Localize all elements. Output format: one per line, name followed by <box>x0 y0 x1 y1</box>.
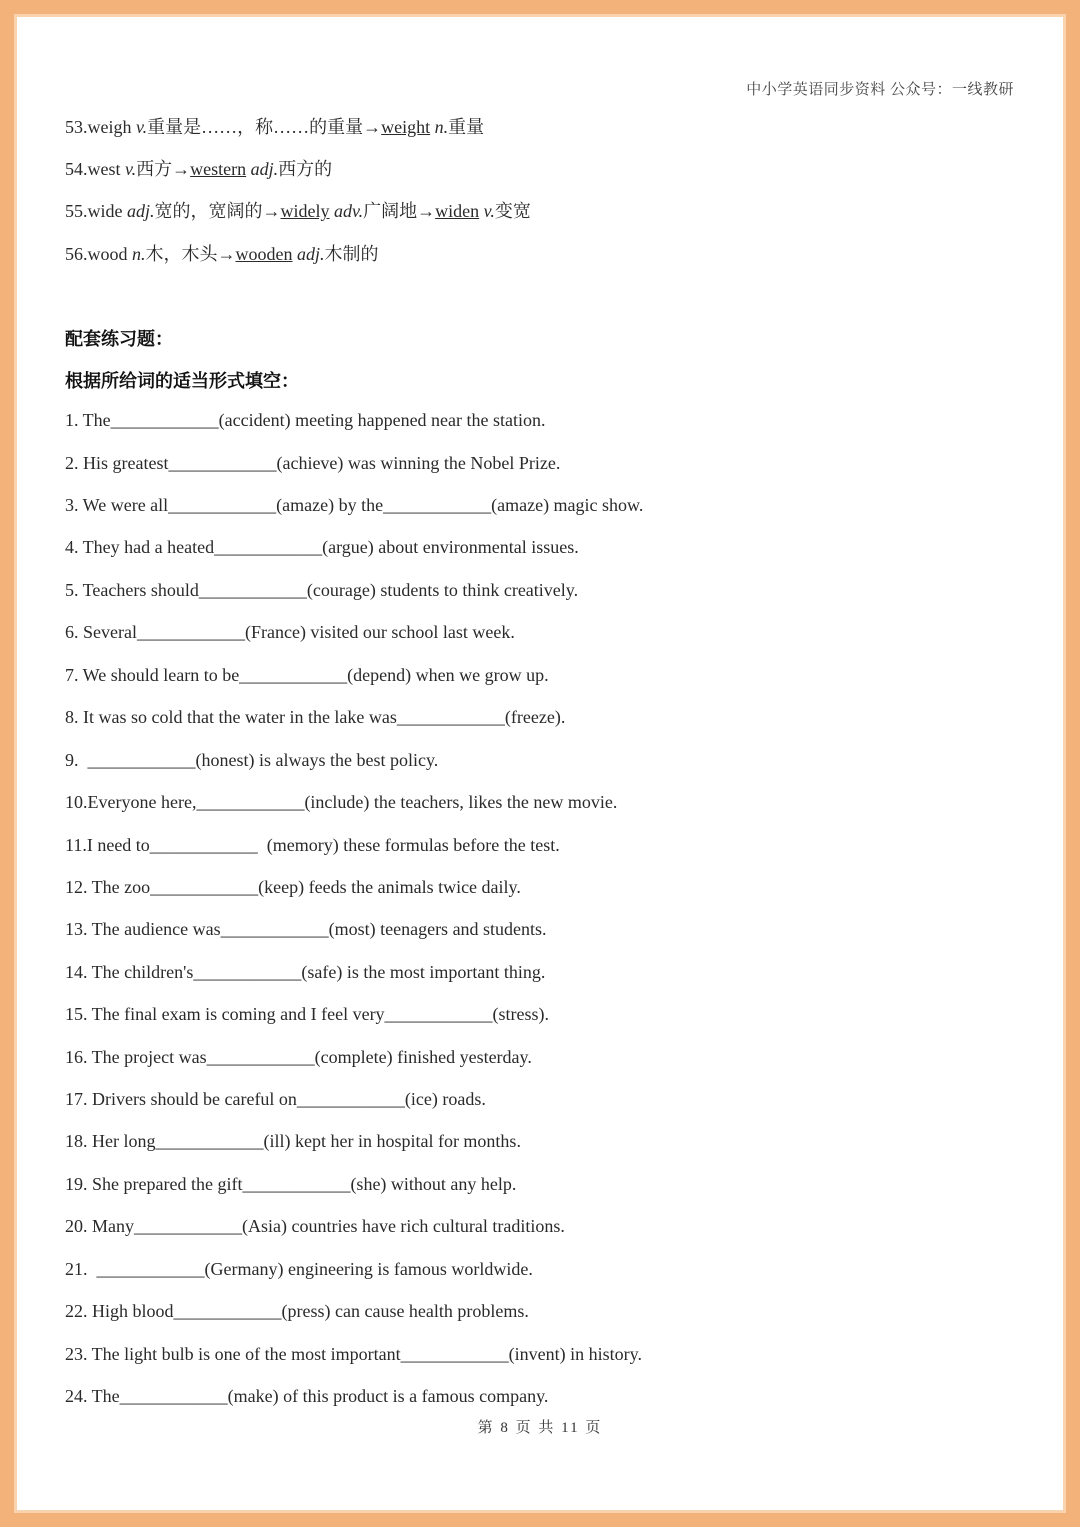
exercise-item: 11.I need to____________ (memory) these formulas before the test. <box>65 835 560 855</box>
vocab-line-55: 55.wide adj.宽的，宽阔的→widely adv.广阔地→widen v.变宽 <box>65 201 531 221</box>
exercise-item: 18. Her long____________(ill) kept her in hospital for months. <box>65 1131 521 1151</box>
exercise-item: 7. We should learn to be____________(depend) when we grow up. <box>65 665 549 685</box>
header-note: 中小学英语同步资料 公众号：一线教研 <box>746 82 1014 98</box>
exercise-item: 21. ____________(Germany) engineering is famous worldwide. <box>65 1259 533 1279</box>
exercise-item: 23. The light bulb is one of the most important____________(invent) in history. <box>65 1344 642 1364</box>
exercise-item: 10.Everyone here,____________(include) the teachers, likes the new movie. <box>65 792 618 812</box>
exercise-item: 22. High blood____________(press) can cause health problems. <box>65 1301 529 1321</box>
exercise-item: 19. She prepared the gift____________(she) without any help. <box>65 1174 517 1194</box>
exercise-item: 20. Many____________(Asia) countries have rich cultural traditions. <box>65 1216 565 1236</box>
derived-word: widely <box>280 201 330 221</box>
exercise-item: 1. The____________(accident) meeting happened near the station. <box>65 410 546 430</box>
vocab-line-54: 54.west v.西方→western adj.西方的 <box>65 159 333 179</box>
derived-word: western <box>190 159 247 179</box>
exercise-item: 2. His greatest____________(achieve) was winning the Nobel Prize. <box>65 453 561 473</box>
exercise-item: 13. The audience was____________(most) teenagers and students. <box>65 919 547 939</box>
exercise-item: 17. Drivers should be careful on____________(ice) roads. <box>65 1089 486 1109</box>
exercise-item: 9. ____________(honest) is always the best policy. <box>65 750 439 770</box>
exercise-item: 4. They had a heated____________(argue) about environmental issues. <box>65 537 579 557</box>
derived-word: weight <box>381 117 431 137</box>
exercise-item: 8. It was so cold that the water in the lake was____________(freeze). <box>65 707 566 727</box>
vocab-line-56: 56.wood n.木，木头→wooden adj.木制的 <box>65 244 379 264</box>
exercise-item: 6. Several____________(France) visited our school last week. <box>65 622 515 642</box>
exercise-item: 16. The project was____________(complete) finished yesterday. <box>65 1047 532 1067</box>
exercise-item: 5. Teachers should____________(courage) students to think creatively. <box>65 580 579 600</box>
exercise-item: 14. The children's____________(safe) is the most important thing. <box>65 962 546 982</box>
page-number: 第 8 页 共 11 页 <box>477 1420 603 1436</box>
exercise-item: 12. The zoo____________(keep) feeds the animals twice daily. <box>65 877 521 897</box>
vocab-line-53: 53.weigh v.重量是……，称……的重量→weight n.重量 <box>65 117 485 137</box>
derived-word: wooden <box>235 244 293 264</box>
instruction: 根据所给词的适当形式填空： <box>65 371 299 391</box>
exercise-item: 3. We were all____________(amaze) by the____________(amaze) magic show. <box>65 495 644 515</box>
exercise-item: 15. The final exam is coming and I feel very____________(stress). <box>65 1004 550 1024</box>
section-title: 配套练习题： <box>65 329 173 349</box>
exercise-item: 24. The____________(make) of this product is a famous company. <box>65 1386 549 1406</box>
derived-word: widen <box>435 201 480 221</box>
